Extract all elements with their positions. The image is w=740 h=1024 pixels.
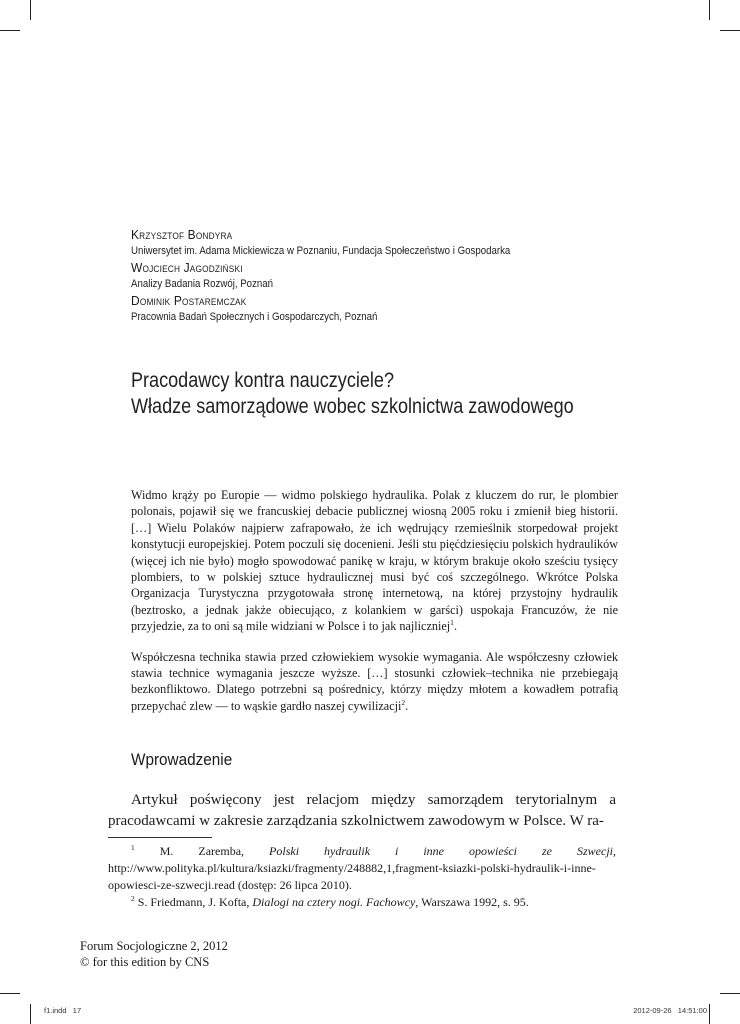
authors-block <box>131 226 562 325</box>
title-line-2: Władze samorządowe wobec szkolnictwa zawodowego <box>131 395 574 418</box>
crop-mark-top-left-v <box>30 0 31 20</box>
section-heading: Wprowadzenie <box>131 750 233 769</box>
body-text <box>108 790 616 832</box>
footnote-ref[interactable]: 2 <box>401 697 406 707</box>
crop-mark-bottom-left-v <box>30 1004 31 1024</box>
footnote-separator <box>108 837 212 838</box>
author-affiliation: Analizy Badania Rozwój, Poznań <box>131 278 274 290</box>
crop-mark-bottom-right-v <box>709 1004 710 1024</box>
body-paragraph: Artykuł poświęcony jest relacjom między samorządem terytorialnym a pracodawcami w zakresie zarządzania szkolnictwem zawodowym w Polsce. W ra- <box>108 792 616 829</box>
author-name: Wojciech Jagodziński <box>131 260 243 275</box>
author-name: Dominik Postaremczak <box>131 293 247 308</box>
article-title <box>131 368 646 420</box>
footnote-ref[interactable]: 1 <box>450 618 454 628</box>
crop-mark-top-right-h <box>720 30 740 31</box>
epigraph-paragraph: Współczesna technika stawia przed człowiekiem wysokie wymagania. Ale współczesny człowiek stawia technice wymagania jeszcze wyższe. […] stosunki człowiek–technika nie przebiegają bezkonfliktowo. Dlatego potrzebni są pośrednicy, którzy między młotem a kowadłem potrafią przepychać zlew — to wąskie gardło naszej cywilizacji$^2$. <box>131 649 618 713</box>
author-affiliation: Uniwersytet im. Adama Mickiewicza w Poznaniu, Fundacja Społeczeństwo i Gospodarka <box>131 245 511 257</box>
epigraph <box>131 487 618 714</box>
epigraph-paragraph: Widmo krąży po Europie — widmo polskiego hydraulika. Polak z kluczem do rur, le plombier polonais, pojawił się we francuskiej debacie publicznej wiosną 2005 roku i zmienił bieg historii. […] Wielu Polaków najpierw zafrapowało, że ich wędrujący rzemieślnik storpedował projekt konstytucji europejskiej. Potem poczuli się docenieni. Jeśli stu pięćdziesięciu polskich hydraulików (więcej ich nie było) mogło spowodować panikę w kraju, w którym brakuje około sześciu tysięcy plombiers, to w polskiej sztuce hydraulicznej musi być coś szczególnego. Wkrótce Polska Organizacja Turystyczna przygotowała stronę internetową, na której przystojny hydraulik (beztrosko, a jednak jakże obiecująco, z kolankiem w garści) uspokaja Francuzów, że nie przyjedzie, za to oni są mile widziani w Polsce i to jak najliczniej$^1$. <box>131 488 618 634</box>
copyright-line: © for this edition by CNS <box>80 955 210 969</box>
crop-mark-bottom-right-h <box>720 993 740 994</box>
crop-mark-bottom-left-h <box>0 993 20 994</box>
page-footer <box>80 938 228 970</box>
footnotes <box>108 843 616 911</box>
footnote: $^1$ M. Zaremba, Polski hydraulik i inne opowieści ze Szwecji, http://www.polityka.pl/kultura/ksiazki/fragmenty/248882,1,fragment-ksiazki-polski-hydraulik-i-inne-opowiesci-ze-szwecji.read (dostęp: 26 lipca 2010). <box>108 843 616 892</box>
title-line-1: Pracodawcy kontra nauczyciele? <box>131 369 395 392</box>
slug-timestamp: 2012-09-26 14:51:00 <box>633 1006 707 1015</box>
footnote-number: 1 <box>131 843 135 852</box>
crop-mark-top-right-v <box>709 0 710 20</box>
footnote: $^2$ S. Friedmann, J. Kofta, Dialogi na cztery nogi. Fachowcy, Warszawa 1992, s. 95. <box>131 894 529 909</box>
slug-filename: f1.indd 17 <box>44 1006 82 1015</box>
journal-info: Forum Socjologiczne 2, 2012 <box>80 939 228 953</box>
crop-mark-top-left-h <box>0 30 20 31</box>
author-affiliation: Pracownia Badań Społecznych i Gospodarczych, Poznań <box>131 311 378 323</box>
footnote-number: 2 <box>131 894 135 903</box>
author-name: Krzysztof Bondyra <box>131 227 233 242</box>
